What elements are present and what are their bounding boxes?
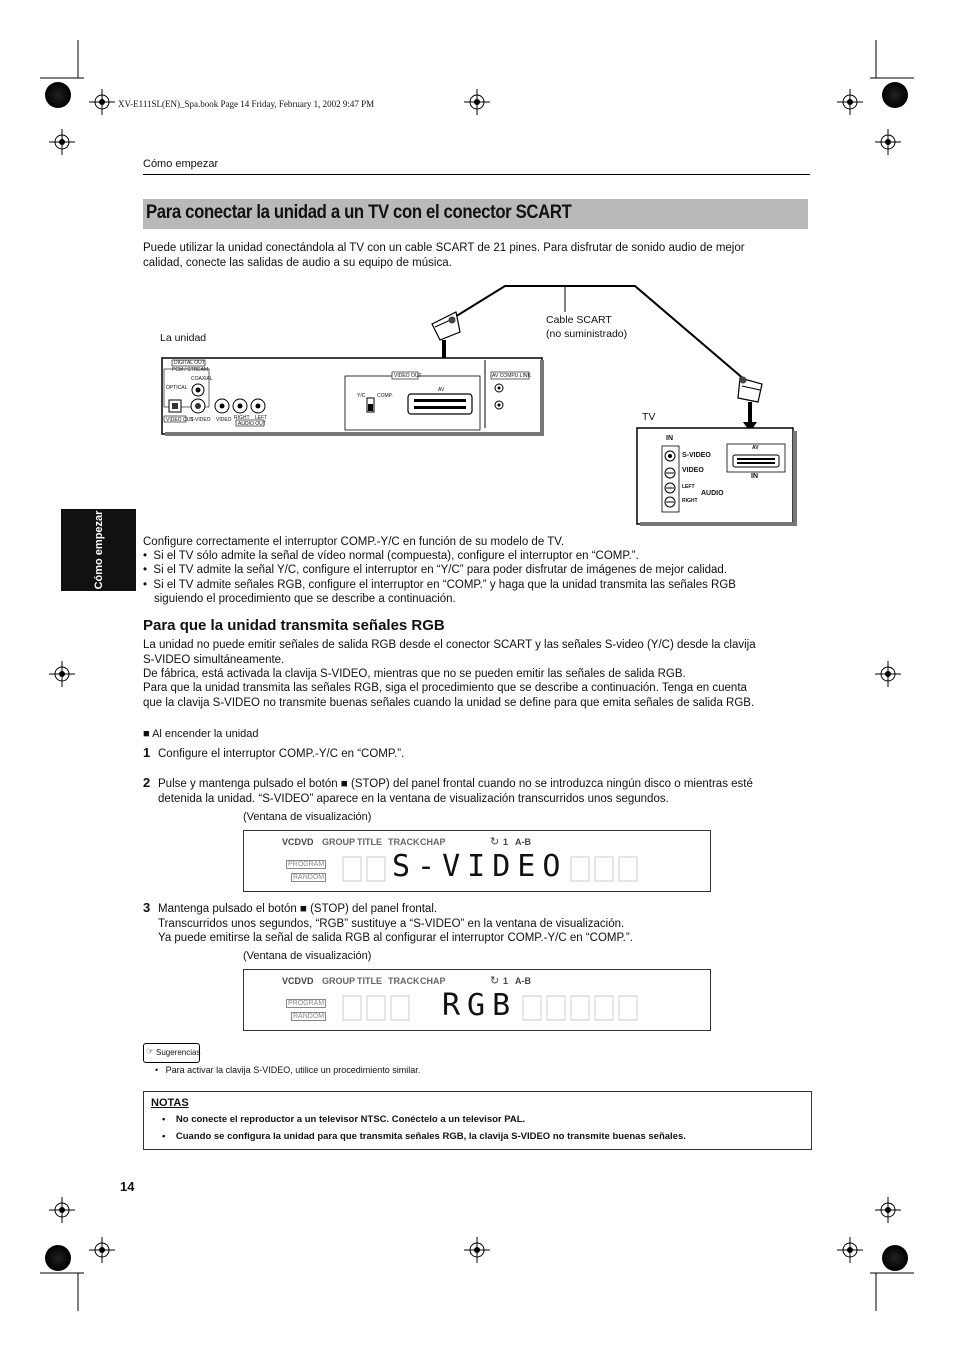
tv-s-video-label: S-VIDEO bbox=[682, 452, 711, 459]
optical-label: OPTICAL bbox=[166, 385, 188, 391]
display-group: GROUP bbox=[322, 976, 356, 986]
cable-label: Cable SCART bbox=[546, 314, 612, 326]
digital-out-label: DIGITAL OUT bbox=[174, 360, 205, 366]
tip-text: • Para activar la clavija S-VIDEO, utilice un procedimiento similar. bbox=[155, 1065, 421, 1075]
display-ab: A-B bbox=[515, 976, 531, 986]
intro-line-1: Puede utilizar la unidad conectándola al TV con un cable SCART de 21 pines. Para disfrutar de sonido audio de mejor bbox=[143, 242, 745, 254]
config-bullet-1-text: Si el TV sólo admite la señal de vídeo normal (compuesta), configure el interruptor en “COMP.”. bbox=[153, 550, 639, 562]
display-repeat: 1 bbox=[503, 976, 509, 986]
repeat-icon: ↻ bbox=[490, 975, 500, 987]
section-tab-label: Cómo empezar bbox=[92, 510, 105, 590]
tv-scart-in-label: IN bbox=[751, 473, 758, 480]
source-header: XV-E111SL(EN)_Spa.book Page 14 Friday, February 1, 2002 9:47 PM bbox=[118, 99, 375, 109]
unit-label: La unidad bbox=[160, 332, 207, 344]
tv-right-label: RIGHT bbox=[682, 498, 698, 504]
config-bullet-3-text: Si el TV admite señales RGB, configure el interruptor en “COMP.” y haga que la unidad transmita las señales RGB bbox=[153, 579, 736, 591]
step-text: Mantenga pulsado el botón ■ (STOP) del panel frontal. bbox=[158, 903, 438, 915]
note-item-text: No conecte el reproductor a un televisor NTSC. Conéctelo a un televisor PAL. bbox=[175, 1114, 526, 1125]
rgb-para-5: que la clavija S-VIDEO no transmite buenas señales cuando la unidad se define para que emita señales de salida RGB. bbox=[143, 697, 755, 709]
av-label: AV bbox=[438, 387, 445, 393]
yc-switch-label: Y/C bbox=[357, 393, 366, 399]
config-bullet-3-cont: siguiendo el procedimiento que se describe a continuación. bbox=[154, 593, 456, 605]
video-out-label: VIDEO OUT bbox=[166, 417, 194, 423]
step-number: 2 bbox=[143, 775, 151, 790]
step-number: 1 bbox=[143, 745, 151, 760]
right-jack-label: RIGHT bbox=[234, 415, 250, 421]
display-repeat: 1 bbox=[503, 837, 509, 847]
tip-badge bbox=[143, 1043, 200, 1063]
display-window-rgb bbox=[243, 969, 711, 1031]
page-title: Para conectar la unidad a un TV con el conector SCART bbox=[146, 202, 572, 223]
s-video-jack-label: S-VIDEO bbox=[190, 417, 211, 423]
left-jack-label: LEFT bbox=[255, 415, 268, 421]
repeat-icon: ↻ bbox=[490, 836, 500, 848]
section-tab bbox=[61, 509, 136, 591]
display-random: RANDOM bbox=[293, 874, 325, 881]
step-text: Pulse y mantenga pulsado el botón ■ (STOP) del panel frontal cuando no se introduzca ningún disco o mientras esté bbox=[158, 778, 753, 790]
rgb-para-4: Para que la unidad transmita las señales RGB, siga el procedimiento que se describe a continuación. Tenga en cuenta bbox=[143, 682, 747, 694]
running-head: Cómo empezar bbox=[143, 158, 219, 170]
display-title: TITLE bbox=[357, 976, 382, 986]
display-chap: CHAP bbox=[420, 976, 446, 986]
target-dot-icon bbox=[45, 82, 71, 108]
step-text: Configure el interruptor COMP.-Y/C en “COMP.”. bbox=[158, 748, 405, 760]
display-track: TRACK bbox=[388, 976, 420, 986]
target-dot-icon bbox=[882, 82, 908, 108]
av-compu-link-label: AV COMPU LINK bbox=[492, 373, 531, 379]
pcm-stream-label: PCM / STREAM bbox=[172, 367, 209, 373]
display-program: PROGRAM bbox=[288, 1000, 325, 1007]
display-group: GROUP bbox=[322, 837, 356, 847]
power-on-label: ■ Al encender la unidad bbox=[143, 728, 259, 740]
note-item: • Cuando se configura la unidad para que transmita señales RGB, la clavija S-VIDEO no transmite buenas señales. bbox=[162, 1131, 686, 1142]
section-heading: Para que la unidad transmita señales RGB bbox=[143, 617, 445, 634]
display-caption: (Ventana de visualización) bbox=[243, 950, 372, 962]
config-bullet-2-text: Si el TV admite la señal Y/C, configure el interruptor en “Y/C” para poder disfrutar de imágenes de mejor calidad. bbox=[153, 564, 728, 576]
comp-switch-label: COMP. bbox=[377, 393, 393, 399]
display-random: RANDOM bbox=[293, 1013, 325, 1020]
note-item: • No conecte el reproductor a un televisor NTSC. Conéctelo a un televisor PAL. bbox=[162, 1114, 526, 1125]
video-jack-label: VIDEO bbox=[216, 417, 232, 423]
page-number: 14 bbox=[120, 1179, 135, 1194]
rgb-para-3: De fábrica, está activada la clavija S-VIDEO, mientras que no se pueden emitir las señales de salida RGB. bbox=[143, 668, 686, 680]
tv-video-label: VIDEO bbox=[682, 467, 704, 474]
config-lead: Configure correctamente el interruptor COMP.-Y/C en función de su modelo de TV. bbox=[143, 536, 565, 548]
tv-rear-panel bbox=[637, 428, 797, 526]
tv-av-label: AV bbox=[752, 445, 759, 451]
header-rule bbox=[143, 174, 810, 175]
config-bullet-1: • Si el TV sólo admite la señal de vídeo normal (compuesta), configure el interruptor en “COMP.”. bbox=[143, 550, 639, 562]
display-caption: (Ventana de visualización) bbox=[243, 811, 372, 823]
config-bullet-2: • Si el TV admite la señal Y/C, configure el interruptor en “Y/C” para poder disfrutar de imágenes de mejor calidad. bbox=[143, 564, 728, 576]
step-text: detenida la unidad. “S-VIDEO” aparece en la ventana de visualización transcurridos unos segundos. bbox=[158, 793, 669, 805]
target-dot-icon bbox=[882, 1245, 908, 1271]
title-bar bbox=[143, 199, 808, 229]
display-program: PROGRAM bbox=[288, 861, 325, 868]
hand-icon: ☞ bbox=[146, 1046, 155, 1056]
coaxial-label: COAXIAL bbox=[191, 376, 213, 382]
display-title: TITLE bbox=[357, 837, 382, 847]
unit-rear-panel bbox=[162, 358, 544, 436]
rgb-para-2: S-VIDEO simultáneamente. bbox=[143, 654, 285, 666]
tv-left-label: LEFT bbox=[682, 484, 695, 490]
tip-text-content: Para activar la clavija S-VIDEO, utilice un procedimiento similar. bbox=[165, 1065, 421, 1075]
step-text: Ya puede emitirse la señal de salida RGB al configurar el interruptor COMP.-Y/C en “COMP.”. bbox=[158, 932, 633, 944]
step-number: 3 bbox=[143, 900, 151, 915]
tv-label: TV bbox=[642, 411, 656, 423]
notes-title: NOTAS bbox=[151, 1097, 189, 1109]
display-track: TRACK bbox=[388, 837, 420, 847]
cable-label-note: (no suministrado) bbox=[546, 328, 628, 340]
audio-out-label: AUDIO OUT bbox=[238, 421, 266, 427]
display-chap: CHAP bbox=[420, 837, 446, 847]
config-bullet-3: • Si el TV admite señales RGB, configure el interruptor en “COMP.” y haga que la unidad transmita las señales RGB bbox=[143, 579, 736, 591]
target-dot-icon bbox=[45, 1245, 71, 1271]
scart-plug-icon bbox=[738, 377, 762, 433]
tip-label: Sugerencias bbox=[156, 1048, 201, 1057]
note-item-text: Cuando se configura la unidad para que transmita señales RGB, la clavija S-VIDEO no transmite buenas señales. bbox=[175, 1131, 686, 1142]
display-text-svideo: S-VIDEO bbox=[392, 849, 568, 884]
scart-video-out-label: VIDEO OUT bbox=[394, 373, 422, 379]
display-ab: A-B bbox=[515, 837, 531, 847]
intro-line-2: calidad, conecte las salidas de audio a su equipo de música. bbox=[143, 257, 452, 269]
display-vcdvd: VCDVD bbox=[282, 976, 314, 986]
step-text: Transcurridos unos segundos, “RGB” sustituye a “S-VIDEO” en la ventana de visualización. bbox=[158, 918, 625, 930]
rgb-para-1: La unidad no puede emitir señales de salida RGB desde el conector SCART y las señales S-video (Y/C) desde la clavija bbox=[143, 639, 756, 651]
tv-audio-label: AUDIO bbox=[701, 490, 724, 497]
display-vcdvd: VCDVD bbox=[282, 837, 314, 847]
notes-box bbox=[143, 1091, 812, 1150]
display-text-rgb: RGB bbox=[442, 988, 518, 1023]
tv-in-label: IN bbox=[666, 435, 673, 442]
display-window-svideo bbox=[243, 830, 711, 892]
